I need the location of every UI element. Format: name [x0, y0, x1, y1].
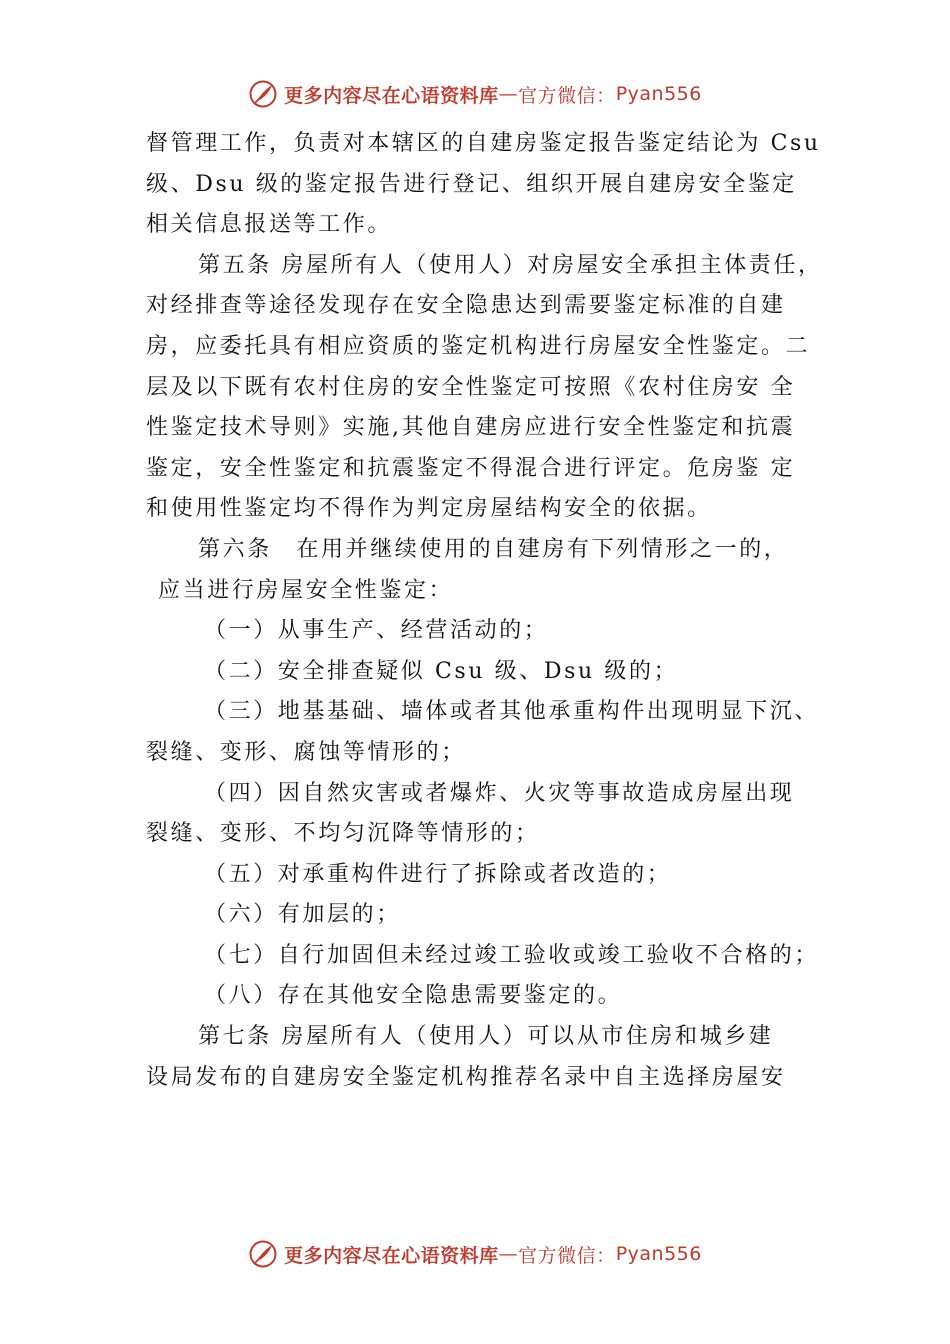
text-line: 性鉴定技术导则》实施,其他自建房应进行安全性鉴定和抗震	[146, 415, 796, 441]
watermark-sub-text: 官方微信：	[518, 1244, 616, 1267]
list-item: （一）从事生产、经营活动的；	[204, 618, 549, 644]
watermark-separator: —	[498, 1243, 519, 1265]
header-watermark	[0, 76, 950, 112]
list-item: （七）自行加固但未经过竣工验收或竣工验收不合格的；	[204, 942, 820, 968]
text-line: 设局发布的自建房安全鉴定机构推荐名录中自主选择房屋安	[146, 1064, 786, 1090]
watermark-main-text: 更多内容尽在心语资料库	[284, 84, 499, 107]
list-item-continuation: 裂缝、变形、不均匀沉降等情形的；	[146, 821, 540, 847]
text-line: 鉴定，安全性鉴定和抗震鉴定不得混合进行评定。危房鉴 定	[146, 455, 796, 481]
article-5-heading-line: 第五条 房屋所有人（使用人）对房屋安全承担主体责任，	[198, 252, 823, 278]
list-item: （八）存在其他安全隐患需要鉴定的。	[204, 983, 623, 1009]
text-line: 房，应委托具有相应资质的鉴定机构进行房屋安全性鉴定。二	[146, 333, 811, 359]
text-line: 级、Dsu 级的鉴定报告进行登记、组织开展自建房安全鉴定	[146, 171, 797, 197]
list-item-continuation: 裂缝、变形、腐蚀等情形的；	[146, 739, 466, 765]
watermark-sub-text: 官方微信：	[518, 84, 616, 107]
list-item: （五）对承重构件进行了拆除或者改造的；	[204, 861, 672, 887]
text-line: 层及以下既有农村住房的安全性鉴定可按照《农村住房安 全	[146, 374, 796, 400]
list-item: （二）安全排查疑似 Csu 级、Dsu 级的；	[204, 658, 679, 684]
document-body	[146, 124, 832, 1098]
article-6-heading-line: 第六条 在用并继续使用的自建房有下列情形之一的，	[198, 536, 789, 562]
text-line: 督管理工作，负责对本辖区的自建房鉴定报告鉴定结论为 Csu	[146, 131, 821, 156]
article-7-heading-line: 第七条 房屋所有人（使用人）可以从市住房和城乡建	[198, 1024, 774, 1050]
watermark-wechat-id: Pyan556	[615, 83, 702, 105]
list-item: （四）因自然灾害或者爆炸、火灾等事故造成房屋出现	[204, 780, 795, 806]
footer-watermark	[0, 1236, 950, 1272]
watermark-wechat-id: Pyan556	[615, 1243, 702, 1265]
text-line: 对经排查等途径发现存在安全隐患达到需要鉴定标准的自建	[146, 293, 786, 319]
list-item: （三）地基基础、墙体或者其他承重构件出现明显下沉、	[204, 699, 820, 725]
watermark-main-text: 更多内容尽在心语资料库	[284, 1244, 499, 1267]
text-line: 相关信息报送等工作。	[146, 212, 393, 238]
feather-logo-icon	[248, 1239, 278, 1269]
list-item: （六）有加层的；	[204, 902, 401, 928]
text-line: 应当进行房屋安全性鉴定：	[158, 577, 454, 603]
text-line: 和使用性鉴定均不得作为判定房屋结构安全的依据。	[146, 496, 712, 522]
watermark-separator: —	[498, 83, 519, 105]
feather-logo-icon	[248, 79, 278, 109]
